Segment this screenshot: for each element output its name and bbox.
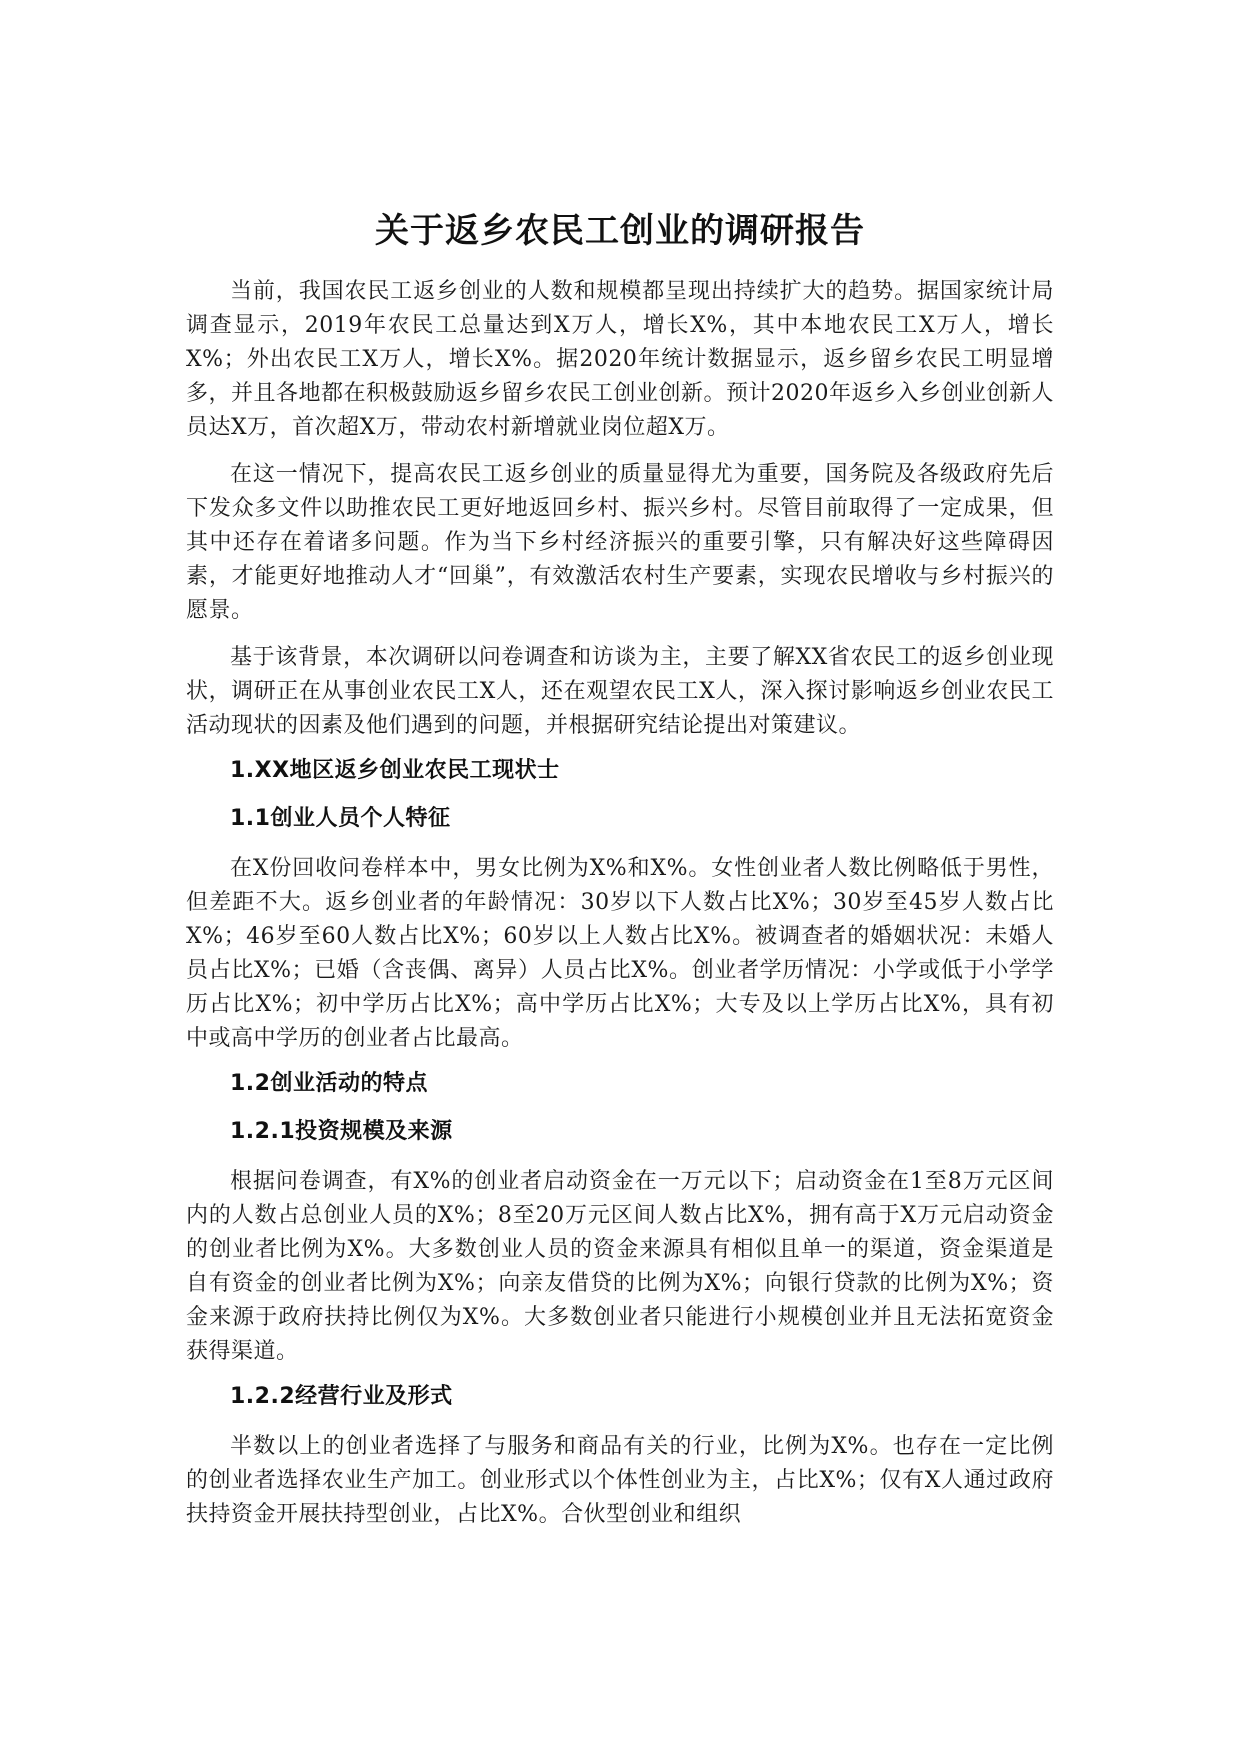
section-heading: 1.1创业人员个人特征 — [230, 806, 451, 831]
body-paragraph: 在这一情况下，提高农民工返乡创业的质量显得尤为重要，国务院及各级政府先后下发众多文件以助推农民工更好地返回乡村、振兴乡村。尽管目前取得了一定成果，但其中还存在着诸多问题。作为当下乡村经济振兴的重要引擎，只有解决好这些障碍因素，才能更好地推动人才“回巢”，有效激活农村生产要素，实现农民增收与乡村振兴的愿景。 — [186, 462, 1054, 623]
section-heading: 1.2创业活动的特点 — [230, 1071, 428, 1096]
document-title: 关于返乡农民工创业的调研报告 — [375, 211, 865, 251]
body-paragraph: 根据问卷调查，有X%的创业者启动资金在一万元以下；启动资金在1至8万元区间内的人数占总创业人员的X%；8至20万元区间人数占比X%，拥有高于X万元启动资金的创业者比例为X%。大多数创业人员的资金来源具有相似且单一的渠道，资金渠道是自有资金的创业者比例为X%；向亲友借贷的比例为X%；向银行贷款的比例为X%；资金来源于政府扶持比例仅为X%。大多数创业者只能进行小规模创业并且无法拓宽资金获得渠道。 — [186, 1169, 1054, 1364]
document-blocks — [186, 275, 1054, 1532]
body-paragraph: 在X份回收问卷样本中，男女比例为X%和X%。女性创业者人数比例略低于男性，但差距不大。返乡创业者的年龄情况：30岁以下人数占比X%；30岁至45岁人数占比X%；46岁至60人数占比X%；60岁以上人数占比X%。被调查者的婚姻状况：未婚人员占比X%；已婚（含丧偶、离异）人员占比X%。创业者学历情况：小学或低于小学学历占比X%；初中学历占比X%；高中学历占比X%；大专及以上学历占比X%，具有初中或高中学历的创业者占比最高。 — [186, 856, 1054, 1051]
body-paragraph: 当前，我国农民工返乡创业的人数和规模都呈现出持续扩大的趋势。据国家统计局调查显示，2019年农民工总量达到X万人，增长X%，其中本地农民工X万人，增长X%；外出农民工X万人，增长X%。据2020年统计数据显示，返乡留乡农民工明显增多，并且各地都在积极鼓励返乡留乡农民工创业创新。预计2020年返乡入乡创业创新人员达X万，首次超X万，带动农村新增就业岗位超X万。 — [186, 279, 1054, 440]
section-heading: 1.XX地区返乡创业农民工现状士 — [230, 758, 560, 783]
section-heading: 1.2.1投资规模及来源 — [230, 1119, 453, 1144]
section-heading: 1.2.2经营行业及形式 — [230, 1384, 453, 1409]
body-paragraph: 半数以上的创业者选择了与服务和商品有关的行业，比例为X%。也存在一定比例的创业者选择农业生产加工。创业形式以个体性创业为主，占比X%；仅有X人通过政府扶持资金开展扶持型创业，占比X%。合伙型创业和组织 — [186, 1434, 1054, 1527]
document-body — [186, 205, 1054, 1545]
body-paragraph: 基于该背景，本次调研以问卷调查和访谈为主，主要了解XX省农民工的返乡创业现状，调研正在从事创业农民工X人，还在观望农民工X人，深入探讨影响返乡创业农民工活动现状的因素及他们遇到的问题，并根据研究结论提出对策建议。 — [186, 645, 1054, 738]
